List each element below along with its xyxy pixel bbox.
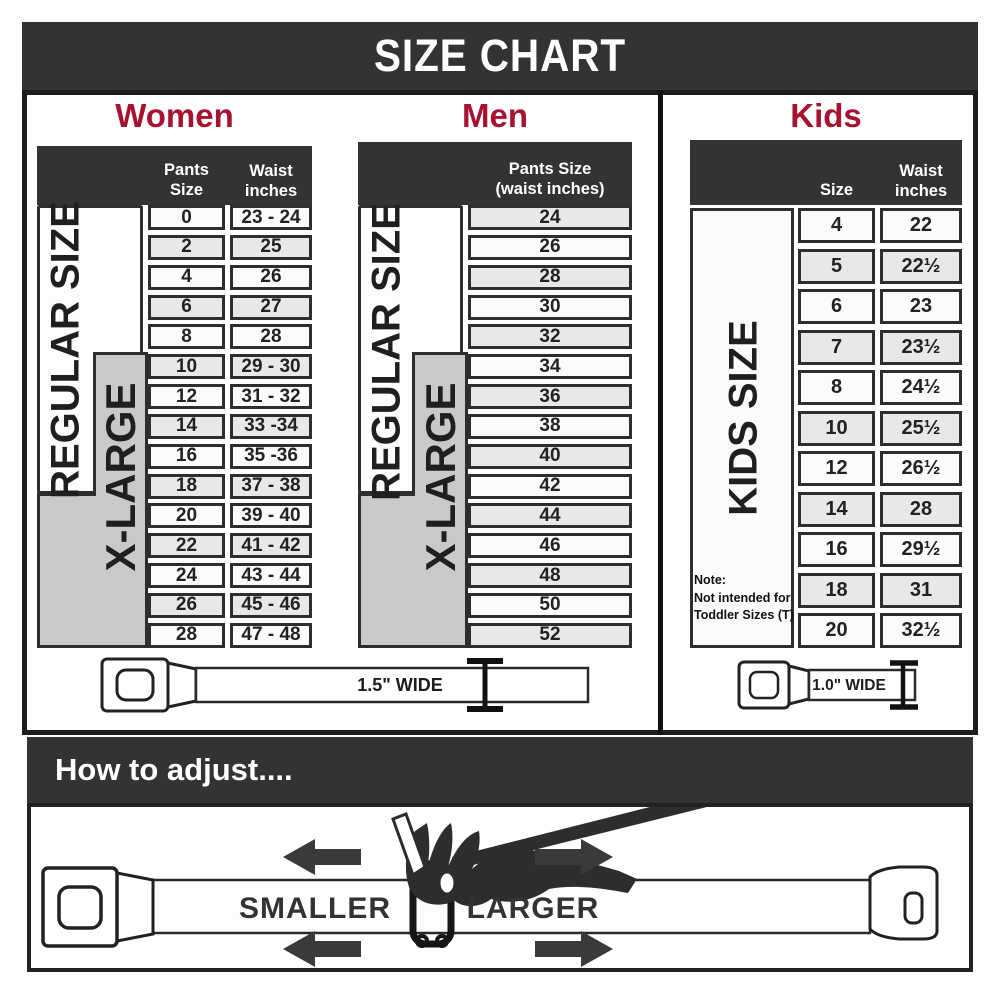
pants-size-cell: 24 — [148, 563, 225, 588]
table-row — [148, 623, 312, 648]
table-row — [798, 411, 962, 446]
kids-note: Note: Not intended for Toddler Sizes (T) — [694, 573, 794, 622]
kids-table-rows — [798, 208, 962, 648]
table-row — [468, 623, 632, 648]
waist-cell: 29½ — [880, 532, 962, 567]
pants-size-cell: 12 — [148, 384, 225, 409]
women-section-title: Women — [115, 97, 234, 134]
table-row — [468, 235, 632, 260]
waist-cell: 31 - 32 — [230, 384, 312, 409]
table-row — [798, 289, 962, 324]
pants-size-cell: 50 — [468, 593, 632, 618]
table-row — [468, 295, 632, 320]
table-row — [468, 324, 632, 349]
women-xlarge-label: X-LARGE — [97, 382, 144, 572]
kids-section-title: Kids — [790, 97, 862, 134]
women-waist-header: Waist inches — [244, 162, 298, 200]
table-row — [148, 235, 312, 260]
arrow-left-icon — [283, 839, 361, 875]
belt-buckle-icon — [43, 868, 153, 946]
men-pants-size-header: Pants Size (waist inches) — [495, 160, 605, 198]
pants-size-cell: 26 — [148, 593, 225, 618]
pants-size-cell: 28 — [148, 623, 225, 648]
waist-cell: 24½ — [880, 370, 962, 405]
table-row — [798, 208, 962, 243]
table-row — [798, 370, 962, 405]
pants-size-cell: 8 — [148, 324, 225, 349]
pants-size-cell: 0 — [148, 205, 225, 230]
pants-size-cell: 10 — [148, 354, 225, 379]
belt-buckle-icon — [102, 659, 196, 711]
men-kids-divider — [658, 90, 663, 735]
men-section-title: Men — [462, 97, 528, 134]
waist-cell: 32½ — [880, 613, 962, 648]
how-to-adjust-title: How to adjust.... — [55, 752, 293, 787]
table-row — [798, 573, 962, 608]
pants-size-cell: 6 — [148, 295, 225, 320]
waist-cell: 27 — [230, 295, 312, 320]
table-row — [148, 384, 312, 409]
table-row — [468, 205, 632, 230]
women-table-rows — [148, 205, 312, 648]
page-title: SIZE CHART — [374, 30, 626, 81]
kids-waist-header: Waist inches — [894, 162, 948, 200]
table-row — [468, 444, 632, 469]
table-row — [468, 384, 632, 409]
kids-size-cell: 14 — [798, 492, 875, 527]
table-row — [148, 295, 312, 320]
pants-size-cell: 18 — [148, 474, 225, 499]
waist-cell: 26½ — [880, 451, 962, 486]
waist-cell: 28 — [880, 492, 962, 527]
waist-cell: 33 -34 — [230, 414, 312, 439]
waist-cell: 39 - 40 — [230, 503, 312, 528]
table-row — [468, 414, 632, 439]
adult-belt-illustration — [100, 654, 590, 716]
waist-cell: 29 - 30 — [230, 354, 312, 379]
pants-size-cell: 14 — [148, 414, 225, 439]
table-row — [468, 354, 632, 379]
waist-cell: 35 -36 — [230, 444, 312, 469]
pants-size-cell: 28 — [468, 265, 632, 290]
adult-belt-width-label: 1.5" WIDE — [357, 675, 443, 695]
kids-size-cell: 7 — [798, 330, 875, 365]
waist-cell: 22 — [880, 208, 962, 243]
pants-size-cell: 30 — [468, 295, 632, 320]
table-row — [798, 249, 962, 284]
kids-size-header: Size — [819, 180, 854, 199]
pants-size-cell: 20 — [148, 503, 225, 528]
pants-size-cell: 38 — [468, 414, 632, 439]
pants-size-cell: 24 — [468, 205, 632, 230]
waist-cell: 37 - 38 — [230, 474, 312, 499]
table-row — [148, 503, 312, 528]
kids-belt-width-label: 1.0" WIDE — [812, 677, 886, 694]
men-regular-size-label: REGULAR SIZE — [364, 203, 409, 501]
kids-size-cell: 20 — [798, 613, 875, 648]
pants-size-cell: 52 — [468, 623, 632, 648]
table-row — [148, 354, 312, 379]
pants-size-cell: 16 — [148, 444, 225, 469]
kids-size-cell: 5 — [798, 249, 875, 284]
table-row — [148, 474, 312, 499]
waist-cell: 41 - 42 — [230, 533, 312, 558]
pants-size-cell: 34 — [468, 354, 632, 379]
larger-label: LARGER — [466, 892, 600, 925]
kids-size-cell: 12 — [798, 451, 875, 486]
arrow-left-icon — [283, 931, 361, 967]
table-row — [798, 451, 962, 486]
table-row — [468, 533, 632, 558]
table-row — [798, 613, 962, 648]
women-regular-size-label: REGULAR SIZE — [43, 201, 88, 499]
waist-cell: 25 — [230, 235, 312, 260]
pants-size-cell: 46 — [468, 533, 632, 558]
kids-size-label: KIDS SIZE — [721, 320, 766, 516]
table-row — [148, 533, 312, 558]
table-row — [148, 205, 312, 230]
pants-size-cell: 42 — [468, 474, 632, 499]
table-row — [148, 414, 312, 439]
table-row — [798, 532, 962, 567]
table-row — [148, 324, 312, 349]
table-row — [148, 563, 312, 588]
how-to-adjust-bar — [27, 737, 973, 803]
table-row — [148, 265, 312, 290]
kids-size-cell: 4 — [798, 208, 875, 243]
waist-cell: 23 — [880, 289, 962, 324]
pants-size-cell: 44 — [468, 503, 632, 528]
pants-size-cell: 22 — [148, 533, 225, 558]
smaller-label: SMALLER — [239, 892, 391, 925]
waist-cell: 22½ — [880, 249, 962, 284]
table-row — [798, 492, 962, 527]
table-row — [468, 265, 632, 290]
pants-size-cell: 4 — [148, 265, 225, 290]
waist-cell: 28 — [230, 324, 312, 349]
table-row — [468, 503, 632, 528]
waist-cell: 26 — [230, 265, 312, 290]
kids-table-header — [690, 140, 962, 205]
pants-size-cell: 40 — [468, 444, 632, 469]
table-row — [468, 563, 632, 588]
pants-size-cell: 2 — [148, 235, 225, 260]
title-bar — [22, 22, 978, 90]
table-row — [468, 474, 632, 499]
kids-size-cell: 10 — [798, 411, 875, 446]
belt-tip — [870, 867, 937, 939]
table-row — [148, 593, 312, 618]
pants-size-cell: 32 — [468, 324, 632, 349]
kids-size-cell: 18 — [798, 573, 875, 608]
waist-cell: 45 - 46 — [230, 593, 312, 618]
waist-cell: 31 — [880, 573, 962, 608]
pants-size-cell: 36 — [468, 384, 632, 409]
kids-size-cell: 16 — [798, 532, 875, 567]
table-row — [798, 330, 962, 365]
table-row — [148, 444, 312, 469]
men-table-rows — [468, 205, 632, 648]
waist-cell: 25½ — [880, 411, 962, 446]
women-pants-size-header: Pants Size — [164, 161, 209, 199]
adjust-illustration — [31, 807, 969, 968]
pants-size-cell: 48 — [468, 563, 632, 588]
waist-cell: 47 - 48 — [230, 623, 312, 648]
pants-size-cell: 26 — [468, 235, 632, 260]
table-row — [468, 593, 632, 618]
kids-belt-illustration — [737, 658, 937, 712]
waist-cell: 23 - 24 — [230, 205, 312, 230]
waist-cell: 23½ — [880, 330, 962, 365]
arrow-right-icon — [535, 931, 613, 967]
waist-cell: 43 - 44 — [230, 563, 312, 588]
men-xlarge-label: X-LARGE — [417, 382, 464, 572]
kids-size-cell: 8 — [798, 370, 875, 405]
kids-size-cell: 6 — [798, 289, 875, 324]
belt-buckle-icon — [739, 662, 809, 708]
